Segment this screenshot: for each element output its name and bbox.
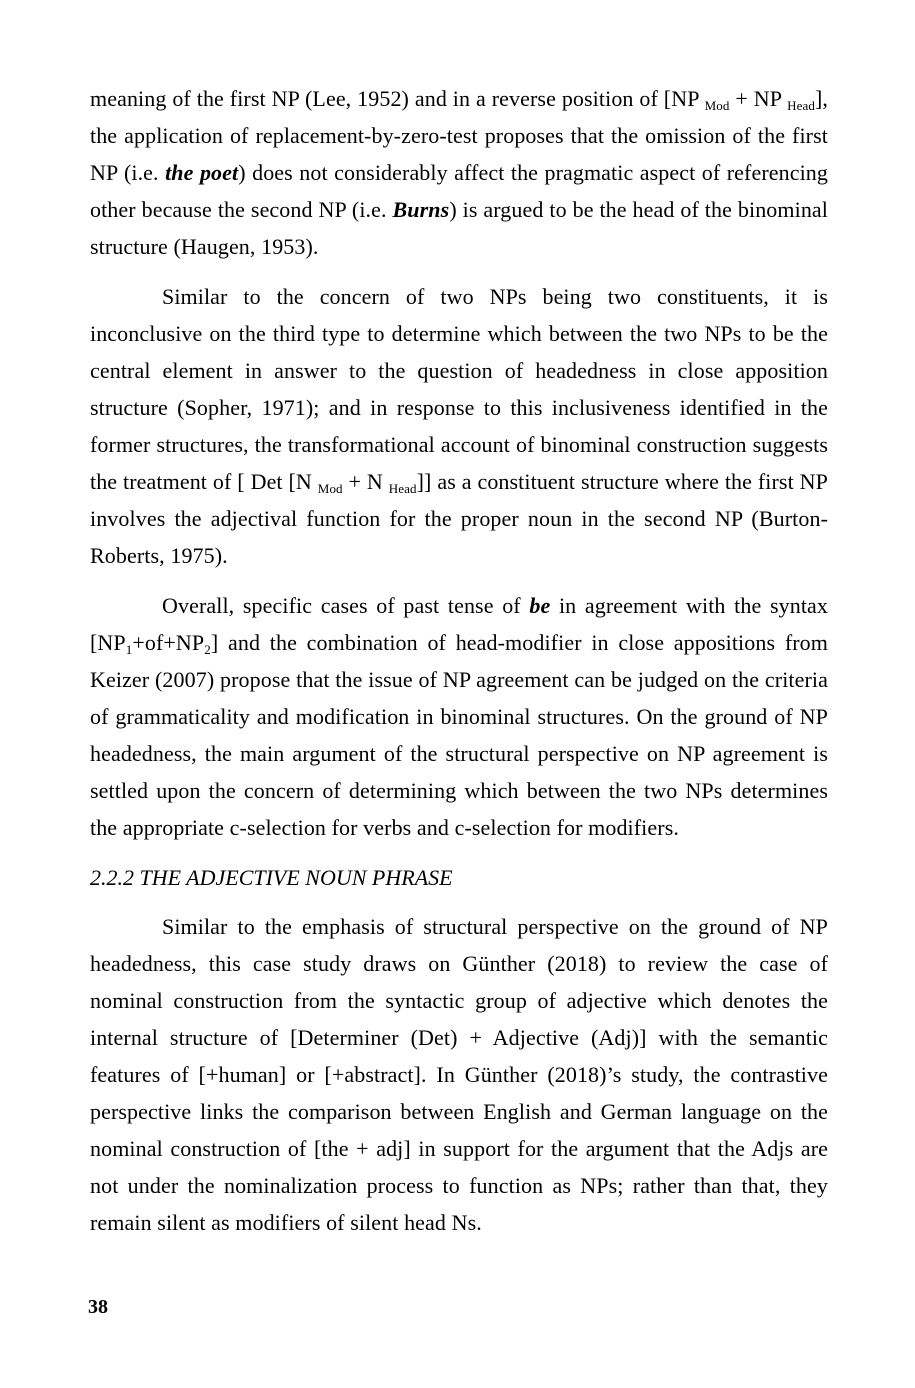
- paragraph-adjective-noun-phrase: Similar to the emphasis of structural perspective on the ground of NP headedness, this case study draws on Günther (2018) to review the case of nominal construction from the syntactic group of adjective which denotes the internal structure of [Determiner (Det) + Adjective (Adj)] with the semantic features of [+human] or [+abstract]. In Günther (2018)’s study, the contrastive perspective links the comparison between English and German language on the nominal construction of [the + adj] in support for the argument that the Adjs are not under the nominalization process to function as NPs; rather than that, they remain silent as modifiers of silent head Ns.: [90, 914, 828, 1235]
- page-number: 38: [88, 1296, 108, 1318]
- paragraph-np-agreement: Overall, specific cases of past tense of be in agreement with the syntax $[NP_1+of+NP_2]$ and the combination of head-modifier in close appositions from Keizer (2007) propose that the issue of NP agreement can be judged on the criteria of grammaticality and modification in binominal structures. On the ground of NP headedness, the main argument of the structural perspective on NP agreement is settled upon the concern of determining which between the two NPs determines the appropriate c-selection for verbs and c-selection for modifiers.: [90, 593, 828, 840]
- section-heading-adjective-noun-phrase: 2.2.2 THE ADJECTIVE NOUN PHRASE: [90, 865, 453, 890]
- paragraph-close-apposition: Similar to the concern of two NPs being two constituents, it is inconclusive on the third type to determine which between the two NPs to be the central element in answer to the question of headedness in close apposition structure (Sopher, 1971); and in response to this inclusiveness identified in the former structures, the transformational account of binominal construction suggests the treatment of [ Det [N $_{Mod}$ + N $_{Head}$]] as a constituent structure where the first NP involves the adjectival function for the proper noun in the second NP (Burton-Roberts, 1975).: [90, 284, 828, 568]
- paragraph-binominal-head: meaning of the first NP (Lee, 1952) and in a reverse position of [NP $_{Mod}$ + NP $_{Head}$], the application of replacement-by-zero-test proposes that the omission of the first NP (i.e. the poet) does not considerably affect the pragmatic aspect of referencing other because the second NP (i.e. Burns) is argued to be the head of the binominal structure (Haugen, 1953).: [90, 86, 828, 259]
- page-content: [90, 80, 828, 1254]
